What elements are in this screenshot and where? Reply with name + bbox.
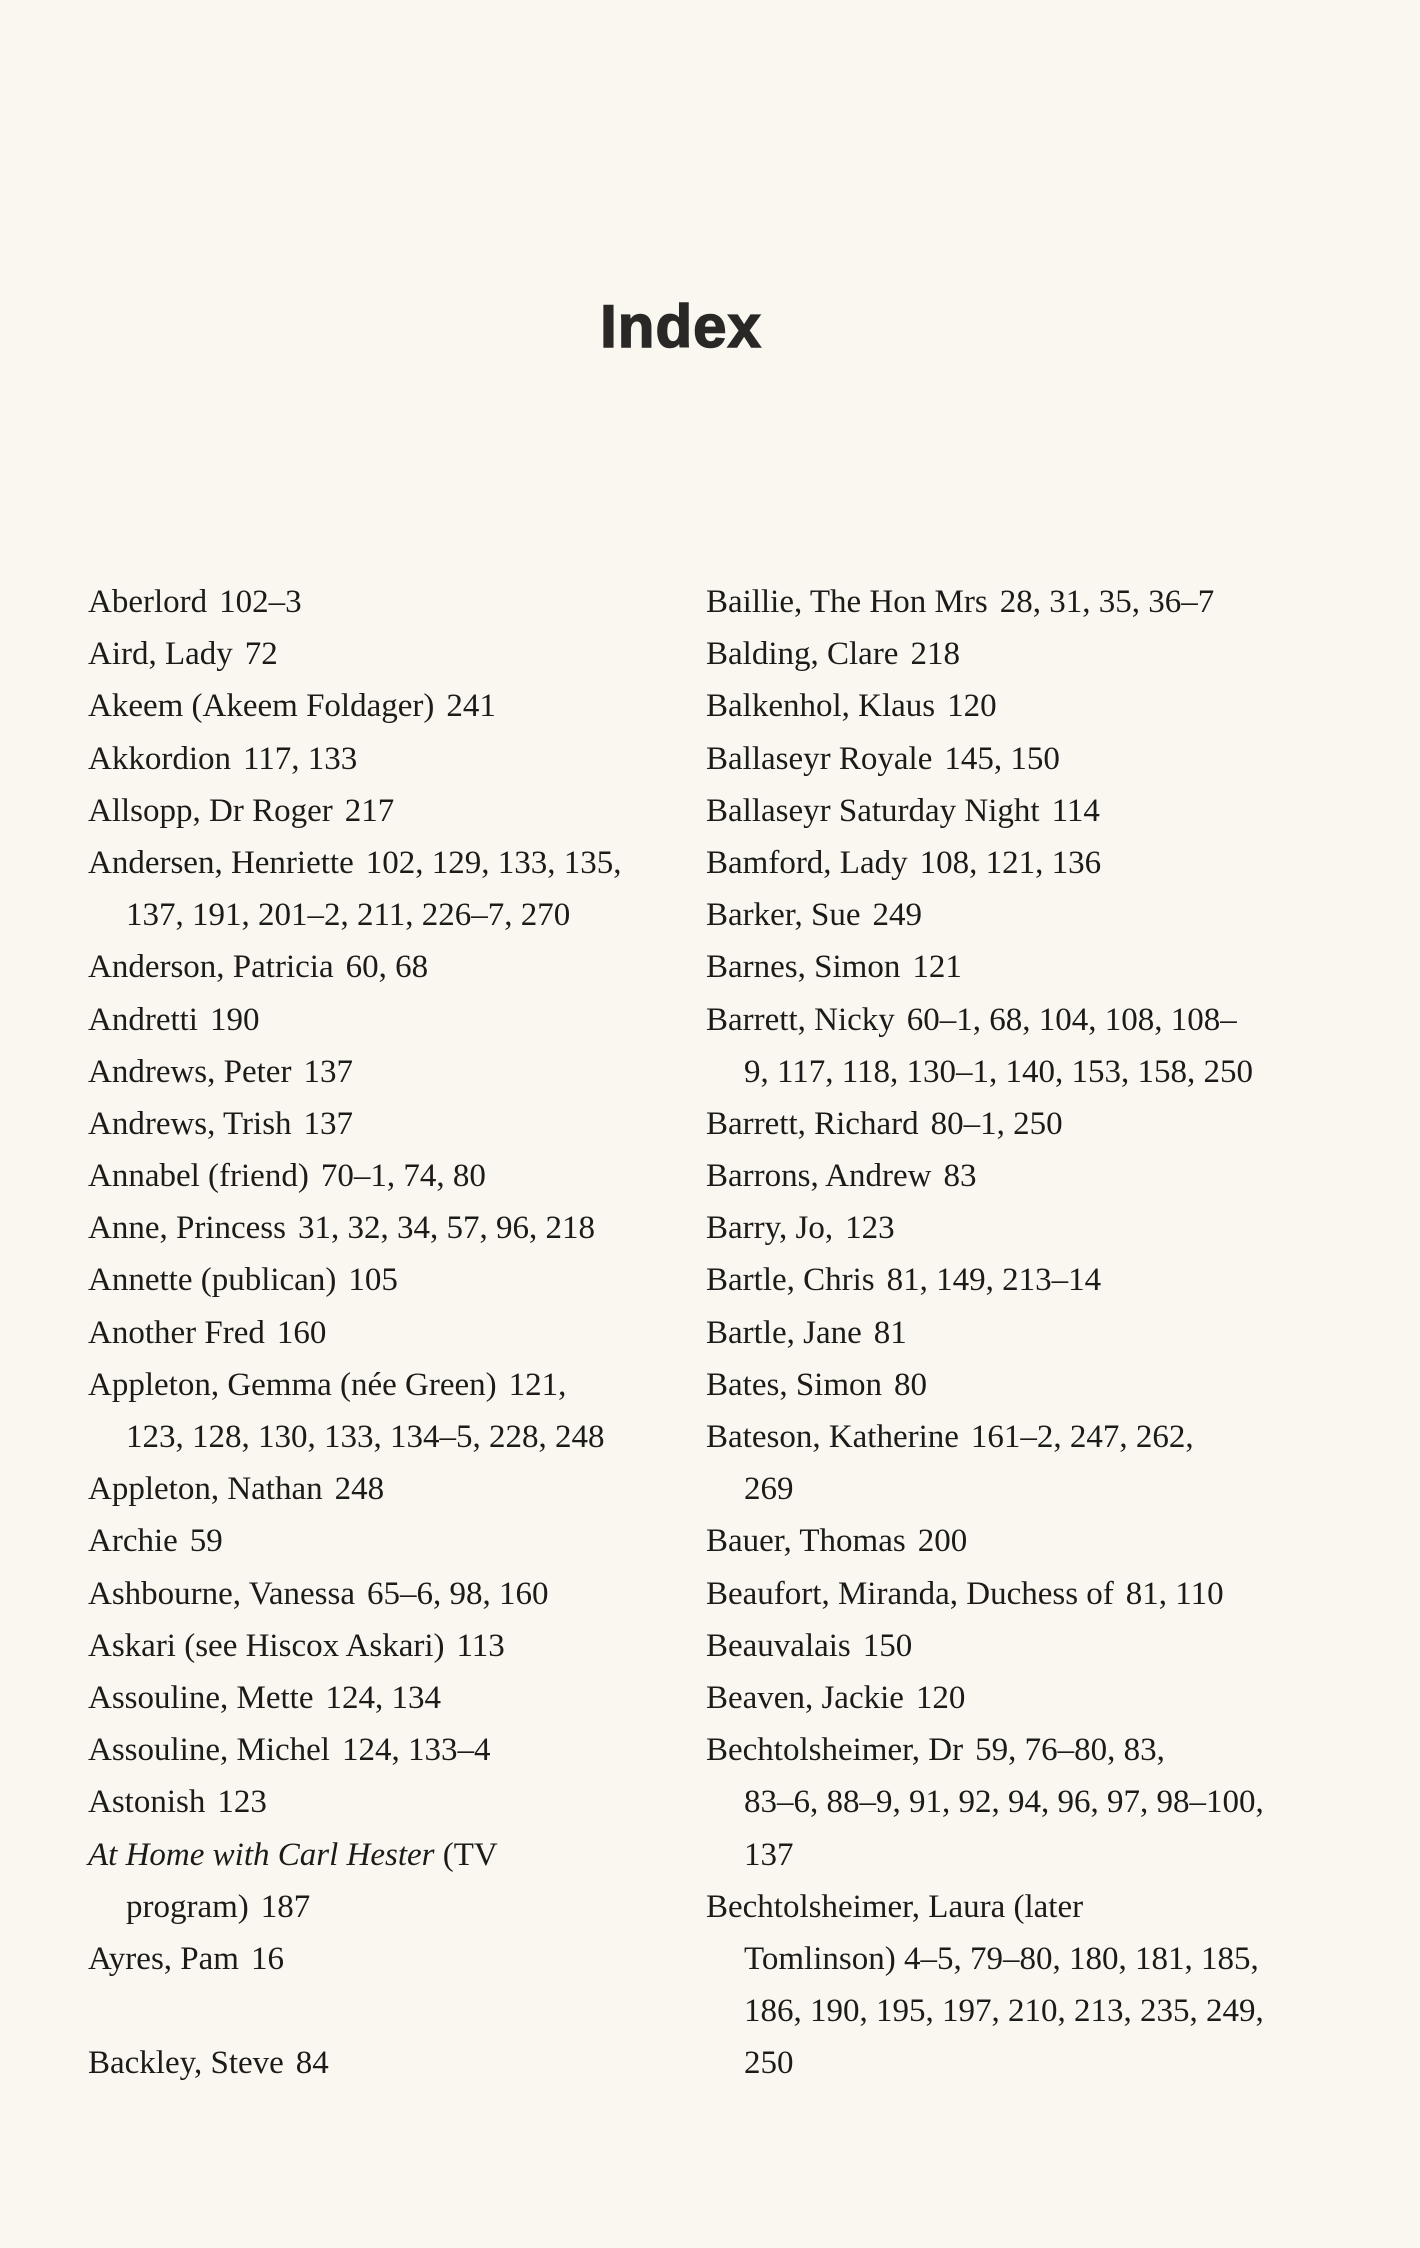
continuation-text: 9, 117, 118, 130–1, 140, 153, 158, 250 (744, 1053, 1254, 1090)
entry-pages: 59, 76–80, 83, (975, 1732, 1165, 1769)
entry-name: Astonish (88, 1784, 206, 1821)
index-entry (88, 1307, 688, 1359)
entry-pages: 31, 32, 34, 57, 96, 218 (297, 1210, 595, 1247)
entry-name: Ballaseyr Saturday Night (706, 792, 1040, 829)
entry-continuation (88, 1881, 688, 1933)
index-entry (88, 1359, 688, 1411)
index-entry (88, 576, 688, 628)
index-entry (706, 576, 1346, 628)
entry-title-italic: At Home with Carl Hester (88, 1836, 435, 1873)
entry-pages: 83 (943, 1158, 977, 1195)
continuation-text: 250 (744, 2045, 794, 2082)
entry-continuation (706, 1463, 1346, 1515)
entry-pages: 150 (862, 1627, 913, 1664)
entry-pages: 102–3 (219, 584, 302, 620)
index-entry (88, 1672, 688, 1724)
entry-pages: 60, 68 (345, 949, 429, 986)
index-column-right (706, 576, 1346, 2089)
entry-pages: 187 (260, 1888, 311, 1925)
index-entry (88, 994, 688, 1046)
index-entry (88, 1098, 688, 1150)
entry-name: Barrett, Richard (706, 1105, 919, 1142)
entry-name: Allsopp, Dr Roger (88, 792, 333, 829)
index-entry (88, 1620, 688, 1672)
entry-name: Beauvalais (706, 1627, 851, 1664)
index-column-left (88, 576, 688, 2089)
entry-pages: 124, 134 (325, 1679, 441, 1716)
entry-pages: 60–1, 68, 104, 108, 108– (906, 1001, 1237, 1038)
entry-continuation (88, 1411, 688, 1463)
entry-name: Andrews, Trish (88, 1105, 292, 1142)
entry-name: Archie (88, 1523, 178, 1560)
entry-name: Aird, Lady (88, 636, 233, 673)
entry-pages: 123 (845, 1210, 895, 1247)
entry-name: Andersen, Henriette (88, 844, 354, 881)
entry-name: Anderson, Patricia (88, 949, 334, 986)
entry-name: Barry, Jo, (706, 1210, 834, 1247)
entry-pages: 218 (910, 636, 960, 673)
entry-continuation (706, 1829, 1346, 1881)
entry-name: Appleton, Gemma (née Green) (88, 1366, 497, 1403)
entry-pages: 81, 149, 213–14 (886, 1262, 1102, 1299)
entry-name: Bates, Simon (706, 1366, 883, 1403)
index-entry (706, 1254, 1346, 1306)
entry-name: Baillie, The Hon Mrs (706, 584, 988, 620)
index-entry (706, 994, 1346, 1046)
entry-continuation (706, 1933, 1346, 1985)
entry-pages: 121, (508, 1366, 567, 1403)
entry-name: Barnes, Simon (706, 949, 901, 986)
index-entry (88, 1254, 688, 1306)
entry-name: Akeem (Akeem Foldager) (88, 688, 435, 725)
entry-pages: 124, 133–4 (341, 1732, 491, 1769)
index-entry (706, 1411, 1346, 1463)
continuation-text: 269 (744, 1471, 794, 1508)
entry-pages: 120 (947, 688, 997, 725)
index-entry (88, 1515, 688, 1567)
index-entry (706, 1202, 1346, 1254)
entry-pages: 80 (894, 1366, 928, 1403)
entry-name: Beaven, Jackie (706, 1679, 904, 1716)
entry-pages: 117, 133 (243, 740, 358, 777)
index-entry (88, 628, 688, 680)
index-entry (88, 785, 688, 837)
entry-pages: 65–6, 98, 160 (367, 1575, 549, 1612)
entry-name: Barker, Sue (706, 897, 861, 934)
entry-pages: 72 (244, 636, 278, 673)
index-entry (88, 2037, 688, 2089)
index-entry (706, 889, 1346, 941)
entry-name: Balding, Clare (706, 636, 899, 673)
index-entry (706, 1359, 1346, 1411)
index-entry (88, 1776, 688, 1828)
entry-name: Barrett, Nicky (706, 1001, 895, 1038)
entry-name: Bamford, Lady (706, 844, 908, 881)
entry-name: Bartle, Jane (706, 1314, 862, 1351)
continuation-text: 137, 191, 201–2, 211, 226–7, 270 (126, 897, 571, 934)
entry-pages: 161–2, 247, 262, (970, 1419, 1194, 1455)
index-entry (88, 1463, 688, 1515)
entry-name: Another Fred (88, 1314, 265, 1351)
entry-continuation (706, 1776, 1346, 1828)
entry-pages: 249 (872, 897, 922, 934)
entry-pages: 120 (915, 1679, 966, 1716)
entry-name: Anne, Princess (88, 1210, 286, 1247)
entry-name: Bechtolsheimer, Dr (706, 1732, 964, 1769)
entry-name: Andrews, Peter (88, 1053, 292, 1090)
index-entry (88, 1568, 688, 1620)
entry-name: Balkenhol, Klaus (706, 688, 936, 725)
entry-name: Annette (publican) (88, 1262, 337, 1299)
entry-pages: 84 (295, 2045, 329, 2082)
entry-pages: 145, 150 (944, 740, 1060, 777)
entry-continuation (706, 1046, 1346, 1098)
entry-pages: 102, 129, 133, 135, (365, 844, 622, 881)
index-entry (88, 680, 688, 732)
index-entry (88, 1150, 688, 1202)
continuation-text: 137 (744, 1836, 794, 1873)
entry-name: Annabel (friend) (88, 1158, 309, 1195)
continuation-text: 123, 128, 130, 133, 134–5, 228, 248 (126, 1419, 605, 1455)
entry-pages: 121 (912, 949, 962, 986)
entry-continuation (706, 1985, 1346, 2037)
continuation-text: 186, 190, 195, 197, 210, 213, 235, 249, (744, 1993, 1264, 2030)
index-entry (88, 941, 688, 993)
index-entry (706, 733, 1346, 785)
entry-name: Assouline, Mette (88, 1679, 314, 1716)
entry-name: Appleton, Nathan (88, 1471, 323, 1508)
entry-name: Bauer, Thomas (706, 1523, 906, 1560)
index-entry (706, 1150, 1346, 1202)
entry-pages: 70–1, 74, 80 (320, 1158, 486, 1195)
index-entry (88, 1724, 688, 1776)
entry-name: Barrons, Andrew (706, 1158, 932, 1195)
entry-pages: 16 (250, 1940, 284, 1977)
entry-continuation (706, 2037, 1346, 2089)
entry-name: Ashbourne, Vanessa (88, 1575, 356, 1612)
index-entry (706, 1515, 1346, 1567)
index-entry (88, 1202, 688, 1254)
entry-name: Andretti (88, 1001, 198, 1038)
entry-pages: 108, 121, 136 (919, 844, 1102, 881)
index-entry (88, 1829, 688, 1881)
entry-name: Bartle, Chris (706, 1262, 875, 1299)
index-entry (706, 1881, 1346, 1933)
index-entry (88, 733, 688, 785)
entry-pages: 190 (209, 1001, 260, 1038)
entry-pages: 81, 110 (1125, 1575, 1224, 1612)
index-entry (706, 1724, 1346, 1776)
entry-pages: 241 (446, 688, 496, 725)
entry-continuation (88, 889, 688, 941)
index-entry (706, 1568, 1346, 1620)
entry-pages: 105 (348, 1262, 398, 1299)
index-entry (88, 1933, 688, 1985)
continuation-text: 83–6, 88–9, 91, 92, 94, 96, 97, 98–100, (744, 1784, 1264, 1821)
entry-name: Beaufort, Miranda, Duchess of (706, 1575, 1114, 1612)
index-entry (706, 1098, 1346, 1150)
index-entry (706, 1620, 1346, 1672)
entry-pages: 160 (276, 1314, 327, 1351)
index-entry (706, 941, 1346, 993)
entry-name: Ballaseyr Royale (706, 740, 933, 777)
entry-pages: 80–1, 250 (930, 1105, 1063, 1142)
index-entry (706, 1307, 1346, 1359)
index-entry (706, 628, 1346, 680)
entry-name: (TV (442, 1836, 498, 1873)
entry-pages: 81 (873, 1314, 907, 1351)
entry-name: Bateson, Katherine (706, 1419, 959, 1455)
entry-pages: 114 (1051, 792, 1100, 829)
entry-name: Assouline, Michel (88, 1732, 330, 1769)
index-entry (706, 680, 1346, 732)
entry-pages: 137 (303, 1105, 354, 1142)
entry-name: Akkordion (88, 740, 231, 777)
section-gap (88, 1985, 688, 2037)
entry-pages: 123 (217, 1784, 267, 1821)
entry-name: Aberlord (88, 584, 208, 620)
index-entry (706, 837, 1346, 889)
page-title: Index (600, 293, 762, 360)
entry-pages: 200 (917, 1523, 968, 1560)
entry-pages: 113 (456, 1627, 505, 1664)
index-entry (706, 785, 1346, 837)
entry-pages: 59 (189, 1523, 223, 1560)
entry-pages: 28, 31, 35, 36–7 (999, 584, 1215, 620)
entry-name: Backley, Steve (88, 2045, 284, 2082)
index-entry (88, 1046, 688, 1098)
index-entry (88, 837, 688, 889)
entry-pages: 217 (344, 792, 395, 829)
continuation-text: program) (126, 1888, 249, 1925)
continuation-text: Tomlinson) 4–5, 79–80, 180, 181, 185, (744, 1940, 1259, 1977)
entry-name: Askari (see Hiscox Askari) (88, 1627, 445, 1664)
entry-pages: 137 (303, 1053, 353, 1090)
index-entry (706, 1672, 1346, 1724)
entry-name: Bechtolsheimer, Laura (later (706, 1888, 1084, 1925)
entry-pages: 248 (334, 1471, 385, 1508)
entry-name: Ayres, Pam (88, 1940, 239, 1977)
